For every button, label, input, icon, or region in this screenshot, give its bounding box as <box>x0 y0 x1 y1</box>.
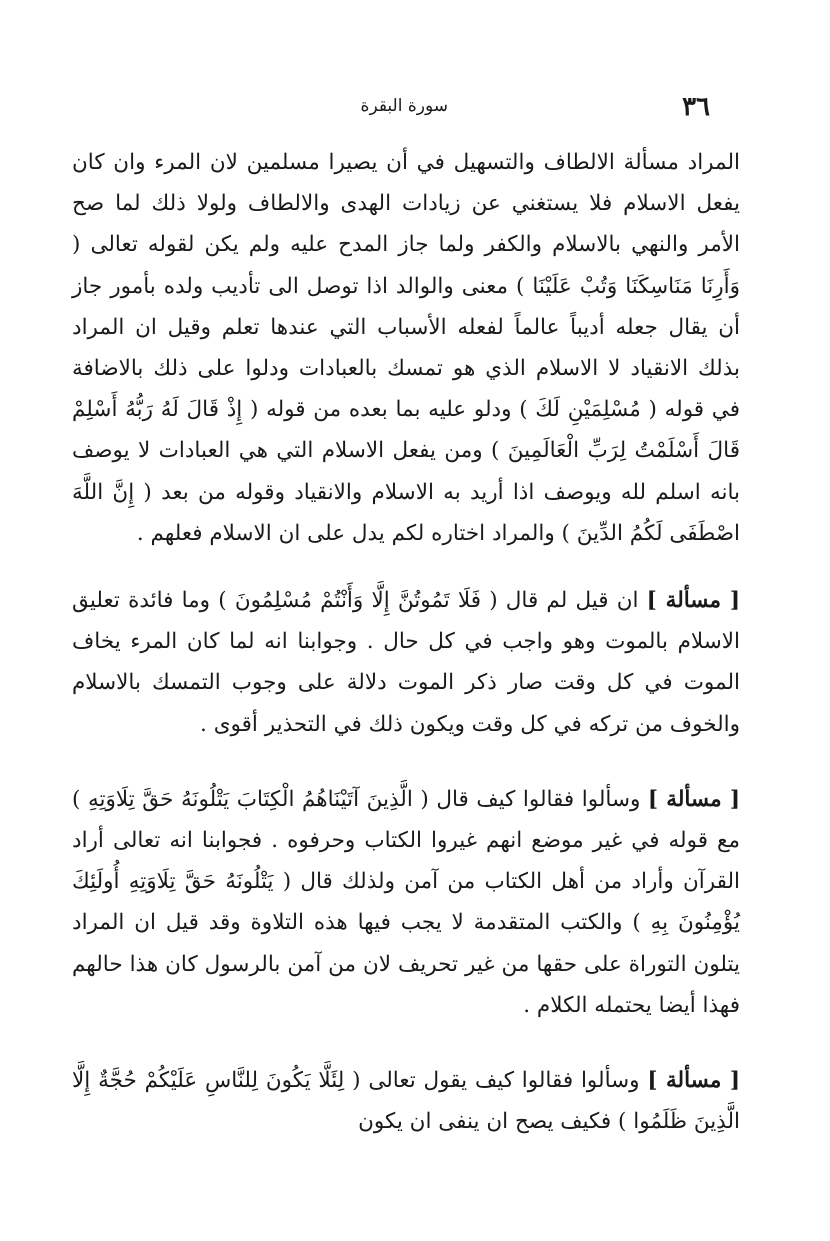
running-head <box>330 92 710 126</box>
paragraph-text: المراد مسألة الالطاف والتسهيل في أن يصيرا مسلمين لان المرء وان كان يفعل الاسلام فلا يستغني عن زيادات الهدى والالطاف ولولا ذلك لما صح الأمر والنهي بالاسلام والكفر ولما جاز المدح عليه ولم يكن لقوله تعالى ( وَأَرِنَا مَنَاسِكَنَا وَتُبْ عَلَيْنَا ) معنى والوالد اذا توصل الى تأديب ولده بأمور جاز أن يقال جعله أديباً عالماً لفعله الأسباب التي عندها تعلم وقيل ان المراد بذلك الانقياد لا الاسلام الذي هو تمسك بالعبادات ودلوا على ذلك بالاضافة في قوله ( مُسْلِمَيْنِ لَكَ ) ودلو عليه بما بعده من قوله ( إِذْ قَالَ لَهُ رَبُّهُ أَسْلِمْ قَالَ أَسْلَمْتُ لِرَبِّ الْعَالَمِينَ ) ومن يفعل الاسلام التي هي العبادات لا يوصف بانه اسلم لله ويوصف اذا أريد به الاسلام والانقياد وقوله من بعد ( إِنَّ اللَّهَ اصْطَفَى لَكُمُ الدِّينَ ) والمراد اختاره لكم يدل على ان الاسلام فعلهم . <box>72 150 740 546</box>
paragraph-text: وسألوا فقالوا كيف قال ( الَّذِينَ آتَيْنَاهُمُ الْكِتَابَ يَتْلُونَهُ حَقَّ تِلَاوَتِهِ ) مع قوله في غير موضع انهم غيروا الكتاب وحرفوه . فجوابنا انه تعالى أراد القرآن وأراد من أهل الكتاب من آمن ولذلك قال ( يَتْلُونَهُ حَقَّ تِلَاوَتِهِ أُولَئِكَ يُؤْمِنُونَ بِهِ ) والكتب المتقدمة لا يجب فيها هذه التلاوة وقد قيل ان المراد يتلون التوراة على حقها من غير تحريف لان من آمن بالرسول كان هذا حالهم فهذا أيضا يحتمله الكلام . <box>72 786 740 1018</box>
paragraph-1 <box>72 142 740 554</box>
page-number: ٣٦ <box>682 92 710 122</box>
section-label: [ مسألة ] <box>647 786 740 812</box>
section-label: [ مسألة ] <box>647 1068 741 1094</box>
paragraph-4 <box>72 1060 740 1142</box>
paragraph-text: ان قيل لم قال ( فَلَا تَمُوتُنَّ إِلَّا وَأَنْتُمْ مُسْلِمُونَ ) وما فائدة تعليق الاسلام بالموت وهو واجب في كل حال . وجوابنا انه لما كان المرء يخاف الموت في كل وقت صار ذكر الموت دلالة على وجوب التمسك بالاسلام والخوف من تركه في كل وقت ويكون ذلك في التحذير أقوى . <box>72 588 740 737</box>
surah-title: سورة البقرة <box>360 96 448 116</box>
paragraph-text: وسألوا فقالوا كيف يقول تعالى ( لِئَلَّا يَكُونَ لِلنَّاسِ عَلَيْكُمْ حُجَّةٌ إِلَّا الَّذِينَ ظَلَمُوا ) فكيف يصح ان ينفى ان يكون <box>72 1068 740 1135</box>
paragraph-2 <box>72 580 740 745</box>
paragraph-3 <box>72 779 740 1026</box>
body-text <box>72 142 740 1142</box>
section-label: [ مسألة ] <box>646 588 740 614</box>
